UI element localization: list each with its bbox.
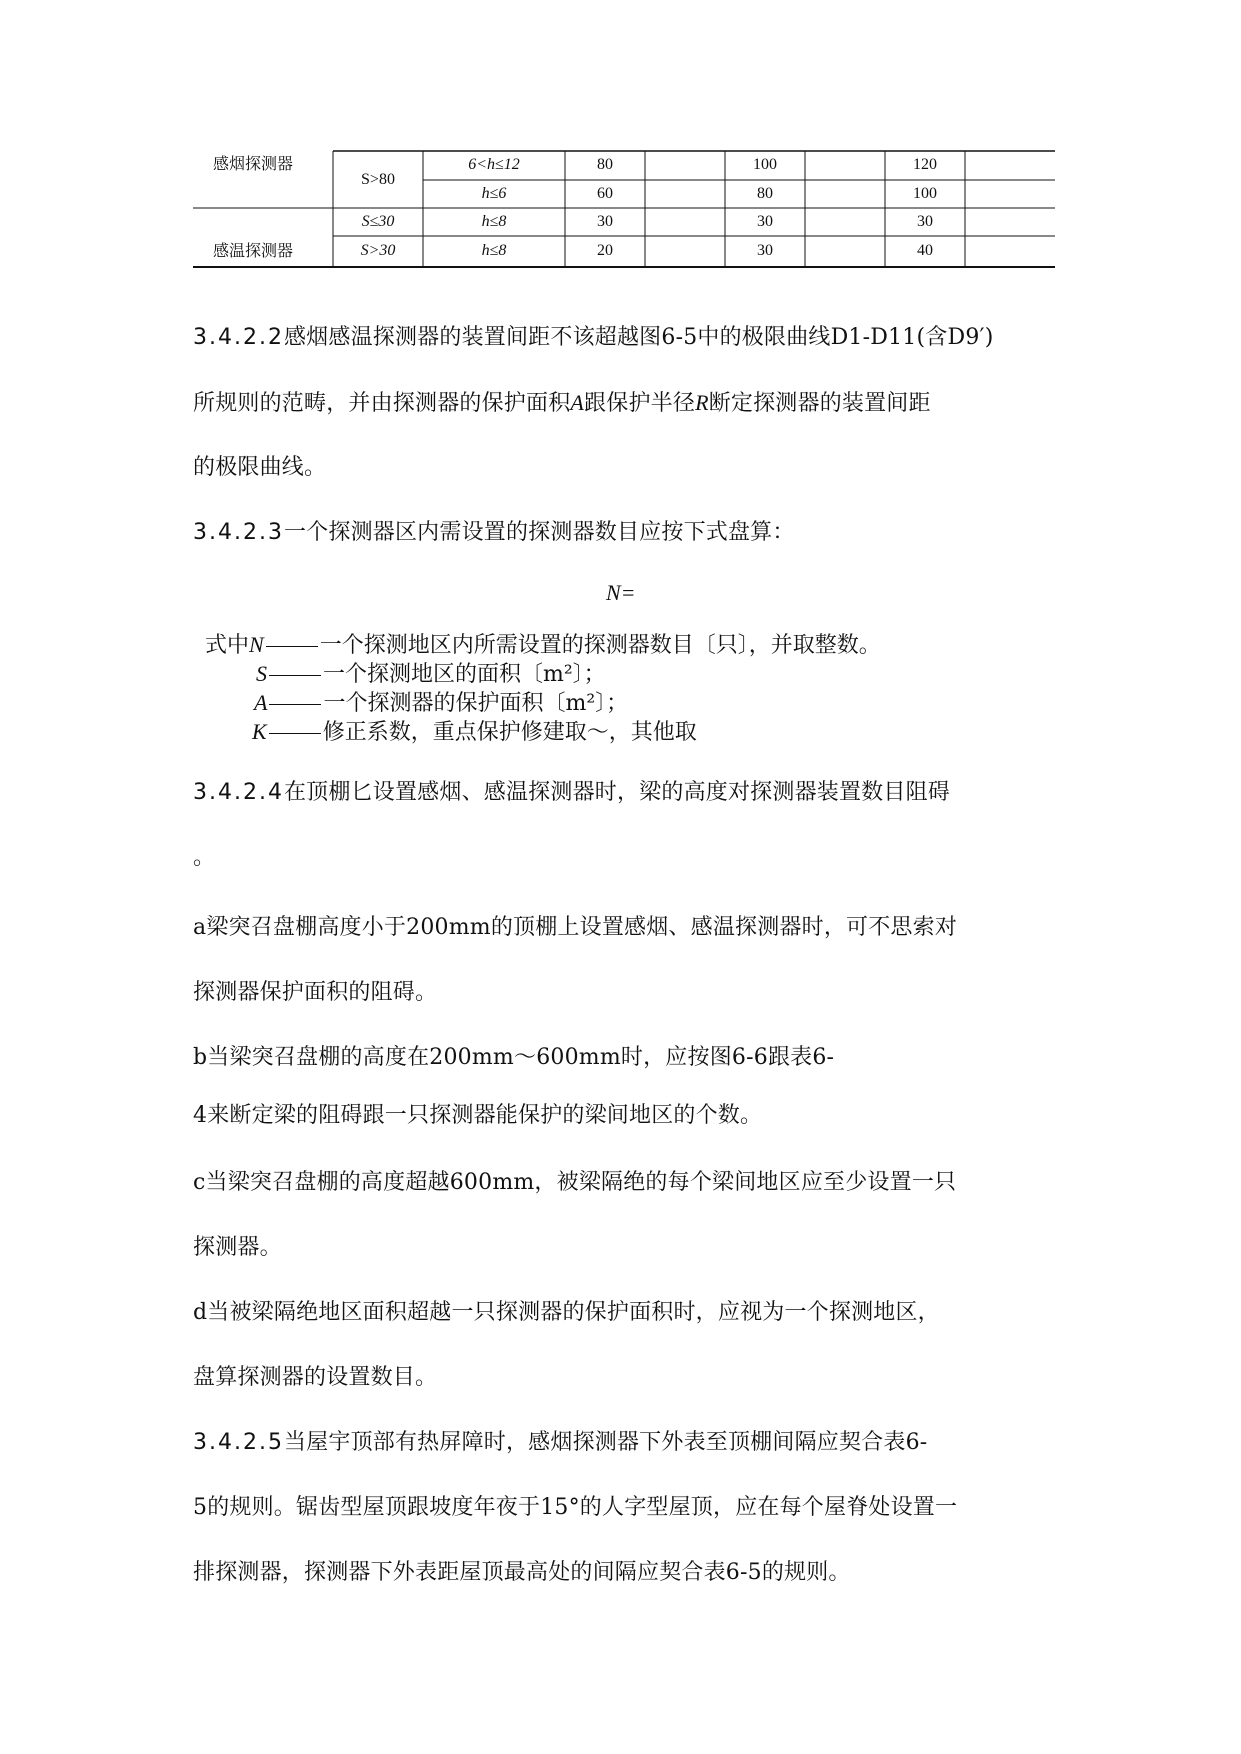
paragraph-3423: 3.4.2.3一个探测器区内需设置的探测器数目应按下式盘算： <box>193 520 795 545</box>
paragraph-a-line2: 探测器保护面积的阻碍。 <box>193 980 438 1005</box>
where-row-a: A 一个探测器的保护面积〔m²〕； <box>254 690 629 716</box>
height-cell: 6<h≤12 <box>468 156 520 173</box>
value-cell: 30 <box>917 213 933 230</box>
value-cell: 40 <box>917 242 933 259</box>
paragraph-3422-line2: 所规则的范畴，并由探测器的保护面积A跟保护半径R断定探测器的装置间距 <box>193 390 931 416</box>
value-cell: 80 <box>597 156 613 173</box>
value-cell: 20 <box>597 242 613 259</box>
paragraph-3424-line2: 。 <box>193 845 216 870</box>
paragraph-3422-line1: 3.4.2.2感烟感温探测器的装置间距不该超越图6-5中的极限曲线D1-D11(含D9′) <box>193 325 994 350</box>
height-cell: h≤6 <box>481 185 507 202</box>
detector-spacing-table <box>193 150 1055 270</box>
value-cell: 100 <box>753 156 777 173</box>
height-cell: h≤8 <box>481 242 507 259</box>
where-row-k: K 修正系数，重点保护修建取～，其他取 <box>252 719 697 745</box>
value-cell: 80 <box>757 185 773 202</box>
paragraph-3424-line1: 3.4.2.4在顶棚匕设置感烟、感温探测器时，梁的高度对探测器装置数目阻碍 <box>193 780 950 805</box>
paragraph-3425-line2: 5的规则。锯齿型屋顶跟坡度年夜于15°的人字型屋顶，应在每个屋脊处设置一 <box>193 1495 958 1520</box>
formula-n: N= <box>606 580 636 605</box>
value-cell: 30 <box>597 213 613 230</box>
value-cell: 100 <box>913 185 937 202</box>
paragraph-a-line1: a梁突召盘棚高度小于200mm的顶棚上设置感烟、感温探测器时，可不思索对 <box>193 915 958 940</box>
paragraph-c-line2: 探测器。 <box>193 1235 282 1260</box>
area-cell: S>30 <box>360 242 396 259</box>
area-cell: S>80 <box>361 171 395 188</box>
area-cell: S≤30 <box>361 213 395 230</box>
height-cell: h≤8 <box>481 213 507 230</box>
paragraph-b-line2: 4来断定梁的阻碍跟一只探测器能保护的梁间地区的个数。 <box>193 1103 763 1128</box>
where-row-s: S 一个探测地区的面积〔m²〕； <box>256 661 606 687</box>
paragraph-d-line1: d当被梁隔绝地区面积超越一只探测器的保护面积时，应视为一个探测地区， <box>193 1300 940 1325</box>
value-cell: 30 <box>757 242 773 259</box>
value-cell: 120 <box>913 156 937 173</box>
paragraph-3422-line3: 的极限曲线。 <box>193 455 327 480</box>
paragraph-d-line2: 盘算探测器的设置数目。 <box>193 1365 438 1390</box>
category-smoke-detector: 感烟探测器 <box>213 154 294 173</box>
where-row-n: 式中N 一个探测地区内所需设置的探测器数目〔只〕，并取整数。 <box>205 632 881 658</box>
paragraph-c-line1: c当梁突召盘棚的高度超越600mm，被梁隔绝的每个梁间地区应至少设置一只 <box>193 1170 957 1195</box>
value-cell: 60 <box>597 185 613 202</box>
paragraph-3425-line3: 排探测器，探测器下外表距屋顶最高处的间隔应契合表6-5的规则。 <box>193 1560 851 1585</box>
category-heat-detector: 感温探测器 <box>213 241 294 260</box>
paragraph-3425-line1: 3.4.2.5当屋宇顶部有热屏障时，感烟探测器下外表至顶棚间隔应契合表6- <box>193 1430 928 1455</box>
paragraph-b-line1: b当梁突召盘棚的高度在200mm～600mm时，应按图6-6跟表6- <box>193 1045 835 1070</box>
value-cell: 30 <box>757 213 773 230</box>
